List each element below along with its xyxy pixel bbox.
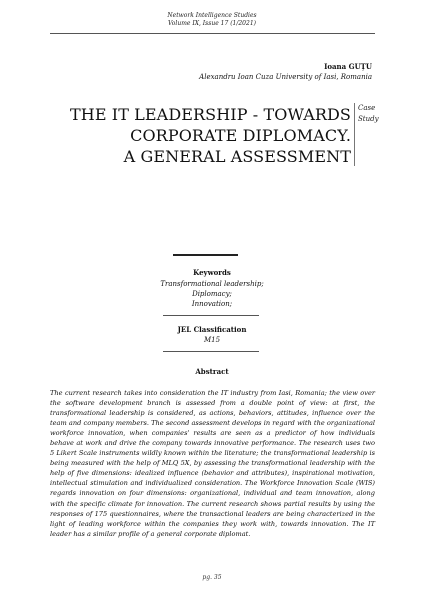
jel-rule-top xyxy=(163,315,259,316)
keyword-item: Innovation; xyxy=(191,300,233,308)
article-type xyxy=(358,103,379,125)
jel-rule-bottom xyxy=(163,351,259,352)
article-title xyxy=(70,104,351,167)
author-affiliation: Alexandru Ioan Cuza University of Iasi, Romania xyxy=(199,73,372,81)
journal-name: Network Intelligence Studies xyxy=(167,12,257,19)
keywords-heading: Keywords xyxy=(193,268,231,277)
journal-volume: Volume IX, Issue 17 (1/2021) xyxy=(168,20,256,27)
article-type-line-2: Study xyxy=(358,115,379,123)
journal-header xyxy=(0,12,424,28)
keyword-item: Diplomacy; xyxy=(192,290,232,298)
title-divider xyxy=(354,103,355,166)
keywords-rule-top xyxy=(173,254,238,256)
header-rule xyxy=(50,33,375,34)
jel-code: M15 xyxy=(203,336,221,344)
author-block xyxy=(199,61,372,83)
title-line-3: A GENERAL ASSESSMENT xyxy=(123,147,351,166)
keywords-list xyxy=(0,279,424,309)
author-name: Ioana GUȚU xyxy=(324,62,372,71)
title-line-1: THE IT LEADERSHIP - TOWARDS xyxy=(70,105,351,124)
title-line-2: CORPORATE DIPLOMACY. xyxy=(130,126,351,145)
jel-heading: JEL Classification xyxy=(177,325,247,334)
abstract-heading: Abstract xyxy=(195,367,229,376)
keyword-item: Transformational leadership; xyxy=(160,280,264,288)
page-number: pg. 35 xyxy=(202,574,222,581)
article-type-line-1: Case xyxy=(358,104,376,112)
abstract-text: The current research takes into consideration the IT industry from Iasi, Romania; the view over the software development branch is assessed from a double point of view: at first, the transformational leadership is considered, as actions, behaviors, attitudes, influence over the team and company members. The second assessment develops in regard with the organizational workforce innovation, when companies' results are seen as a predictor of how individuals behave at work and drive the company towards innovative performance. The research uses two 5 Likert Scale instruments wildly known within the literature; the transformational leadership is being measured with the help of MLQ 5X, by assessing the transformational leadership with the help of five dimensions: idealized influence (behavior and attributes), inspirational motivation, intellectual stimulation and individualized consideration. The Workforce Innovation Scale (WIS) regards innovation on four dimensions: organizational, individual and team innovation, along with the specific climate for innovation. The current research shows partial results by using the responses of 175 questionnaires, where the transactional leaders are being characterized in the light of leading workforce within the companies they work with, towards innovation. The IT leader has a similar profile of a general corporate diplomat. xyxy=(50,389,375,538)
